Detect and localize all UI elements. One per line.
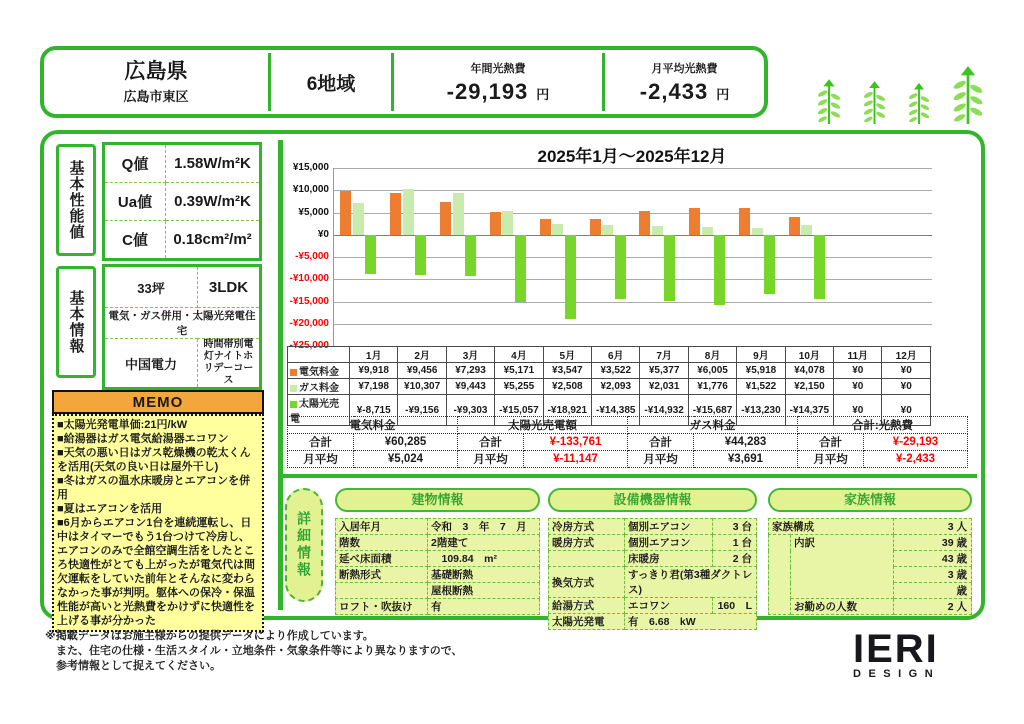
chart-bar <box>664 235 675 301</box>
value-cell: ¥1,522 <box>737 379 785 395</box>
main-report-box <box>40 130 985 628</box>
table-row <box>104 144 261 183</box>
chart-gridline <box>334 279 932 280</box>
summary-row-label: 合計 <box>628 434 694 451</box>
footer-notes <box>45 629 463 674</box>
summary-group-header: ガス料金 <box>628 417 798 434</box>
prefecture-name: 広島県 <box>124 59 188 83</box>
table-row <box>104 183 261 221</box>
value-cell: ¥2,093 <box>592 379 640 395</box>
value-cell: ¥3,547 <box>543 363 591 379</box>
table-row <box>104 221 261 260</box>
detail-value: 有 <box>428 599 540 615</box>
footer-note-line: ※掲載データはお施主様からの提供データにより作成しています。 <box>45 630 374 642</box>
memo-line: ■冬はガスの温水床暖房とエアコンを併用 <box>57 475 251 501</box>
month-header-cell: 11月 <box>834 347 882 363</box>
month-header-cell: 10月 <box>785 347 833 363</box>
performance-value: 0.18cm²/m² <box>166 221 261 260</box>
chart-bar <box>540 219 551 235</box>
y-axis-tick-label: ¥0 <box>317 228 329 240</box>
value-cell: -¥13,230 <box>737 395 785 426</box>
chart-bar <box>714 235 725 305</box>
summary-value: ¥-11,147 <box>524 451 628 468</box>
detail-label: 冷房方式 <box>549 519 625 535</box>
horizontal-divider <box>281 474 977 478</box>
location-section <box>44 50 268 114</box>
logo-text: IERI <box>853 627 939 671</box>
chart-bar <box>739 208 750 234</box>
chart-bar <box>403 189 414 235</box>
value-cell: -¥9,303 <box>446 395 494 426</box>
value-cell: ¥-8,715 <box>350 395 398 426</box>
performance-value: 1.58W/m²K <box>166 144 261 183</box>
chart-bar <box>789 217 800 235</box>
memo-line: ■夏はエアコンを活用 <box>57 503 163 515</box>
memo-line: ■給湯器はガス電気給湯器エコワン <box>57 433 229 445</box>
house-type: 電気・ガス併用・太陽光発電住宅 <box>104 308 261 339</box>
summary-value: ¥-29,193 <box>864 434 968 451</box>
footer-note-line: また、住宅の仕様・生活スタイル・立地条件・気象条件等により異なりますので、 <box>45 645 463 657</box>
detail-value: 109.84 m² <box>428 551 540 567</box>
memo-line: ■太陽光発電単価:21円/kW <box>57 419 188 431</box>
value-cell: ¥5,255 <box>495 379 543 395</box>
detail-value: 歳 <box>894 583 972 599</box>
chart-gridline <box>334 324 932 325</box>
chart-gridline <box>334 213 932 214</box>
value-cell: -¥14,385 <box>592 395 640 426</box>
month-header-cell: 9月 <box>737 347 785 363</box>
value-cell: -¥14,932 <box>640 395 688 426</box>
summary-value: ¥-133,761 <box>524 434 628 451</box>
chart-bar <box>465 235 476 276</box>
detail-value: 43 歳 <box>894 551 972 567</box>
memo-title: MEMO <box>52 390 264 414</box>
footer-note-line: 参考情報として捉えてください。 <box>45 660 221 672</box>
table-row <box>104 266 261 308</box>
value-cell: ¥0 <box>834 363 882 379</box>
value-cell: -¥18,921 <box>543 395 591 426</box>
month-header-cell: 2月 <box>398 347 446 363</box>
chart-gridline <box>334 168 932 169</box>
month-header-cell: 1月 <box>350 347 398 363</box>
y-axis-tick-label: -¥20,000 <box>289 317 329 329</box>
chart-bar <box>801 225 812 235</box>
detail-value: 3 歳 <box>894 567 972 583</box>
equipment-info-title: 設備機器情報 <box>548 488 757 512</box>
chart-bar <box>490 212 501 235</box>
chart-bar <box>702 227 713 235</box>
summary-row-label: 合計 <box>798 434 864 451</box>
detail-value: 個別エアコン <box>625 535 713 551</box>
performance-label: Q値 <box>104 144 166 183</box>
detail-count: 2 台 <box>713 551 757 567</box>
chart-bar <box>453 193 464 235</box>
table-row <box>549 614 757 630</box>
summary-row-label: 合計 <box>288 434 354 451</box>
month-header-cell: 7月 <box>640 347 688 363</box>
performance-value: 0.39W/m²K <box>166 183 261 221</box>
detail-value: 2 人 <box>894 599 972 615</box>
detail-value: 屋根断熱 <box>428 583 540 599</box>
table-row <box>549 567 757 598</box>
value-cell: ¥10,307 <box>398 379 446 395</box>
detail-count: 160 L <box>713 598 757 614</box>
value-cell: ¥0 <box>834 395 882 426</box>
plant-sprout-icon <box>858 78 891 124</box>
value-cell: -¥9,156 <box>398 395 446 426</box>
table-row <box>104 308 261 339</box>
chart-bar <box>440 202 451 234</box>
detail-count: 3 台 <box>713 519 757 535</box>
detail-value: 有 6.68 kW <box>625 614 757 630</box>
detail-value: 基礎断熱 <box>428 567 540 583</box>
month-header-cell: 6月 <box>592 347 640 363</box>
chart-bar <box>752 228 763 235</box>
indent-cell <box>769 535 791 615</box>
monthly-cost-label: 月平均光熱費 <box>651 62 718 75</box>
chart-bar <box>764 235 775 294</box>
chart-bar <box>590 219 601 235</box>
table-row <box>336 567 540 583</box>
detail-label: 換気方式 <box>549 567 625 598</box>
monthly-cost-section <box>605 50 764 114</box>
plant-sprout-icon <box>812 76 846 124</box>
table-row <box>336 519 540 535</box>
ieri-logo <box>853 627 993 680</box>
plant-decoration-group <box>812 54 990 124</box>
detail-value: 3 人 <box>894 519 972 535</box>
memo-line: ■天気の悪い日はガス乾燥機の乾太くんを活用(天気の良い日は屋外干し) <box>57 447 251 473</box>
detail-label: 家族構成 <box>769 519 894 535</box>
basic-info-table <box>102 264 262 390</box>
summary-group-header: 合計:光熱費 <box>798 417 968 434</box>
series-label-cell: 電気料金 <box>288 363 350 379</box>
table-row <box>769 519 972 535</box>
building-info-title: 建物情報 <box>335 488 540 512</box>
family-info-table <box>768 518 972 615</box>
legend-swatch <box>290 369 297 376</box>
detail-label: 延べ床面積 <box>336 551 428 567</box>
table-row <box>549 598 757 614</box>
month-header-cell: 3月 <box>446 347 494 363</box>
value-cell: ¥0 <box>882 363 931 379</box>
chart-bar <box>415 235 426 276</box>
summary-value: ¥5,024 <box>354 451 458 468</box>
detail-label: 太陽光発電 <box>549 614 625 630</box>
value-cell: ¥0 <box>882 395 931 426</box>
table-row <box>336 535 540 551</box>
annual-cost-section <box>394 50 602 114</box>
detail-value: 2階建て <box>428 535 540 551</box>
summary-table <box>287 416 968 468</box>
detail-value: 令和 3 年 7 月 <box>428 519 540 535</box>
chart-gridline <box>334 190 932 191</box>
plant-sprout-icon <box>903 80 935 124</box>
legend-swatch <box>290 385 297 392</box>
month-header-cell: 8月 <box>688 347 736 363</box>
electric-plan: 時間帯別電灯ナイトホリデーコース <box>198 339 261 389</box>
detail-label <box>336 583 428 599</box>
chart-bar <box>615 235 626 299</box>
detail-value: 39 歳 <box>894 535 972 551</box>
detail-label: 断熱形式 <box>336 567 428 583</box>
utility-cost-chart <box>333 168 932 346</box>
monthly-cost-table <box>287 346 931 426</box>
detail-label: 内訳 <box>791 535 894 599</box>
chart-bar <box>365 235 376 274</box>
table-row <box>336 599 540 615</box>
month-header-cell: 5月 <box>543 347 591 363</box>
detail-label: 入居年月 <box>336 519 428 535</box>
value-cell: ¥9,443 <box>446 379 494 395</box>
value-cell: -¥15,057 <box>495 395 543 426</box>
chart-bar <box>602 225 613 234</box>
detail-value: すっきり君(第3種ダクトレス) <box>625 567 757 598</box>
annual-cost-label: 年間光熱費 <box>470 62 526 75</box>
memo-body <box>52 414 264 632</box>
performance-label: C値 <box>104 221 166 260</box>
chart-bar <box>515 235 526 302</box>
y-axis-tick-label: -¥10,000 <box>289 273 329 285</box>
summary-group-header: 電気料金 <box>288 417 458 434</box>
chart-bar <box>814 235 825 299</box>
value-cell: -¥15,687 <box>688 395 736 426</box>
table-row <box>549 551 757 567</box>
logo-subtext: DESIGN <box>853 668 941 680</box>
location-summary-box <box>40 46 768 118</box>
value-cell: ¥2,031 <box>640 379 688 395</box>
month-header-cell: 12月 <box>882 347 931 363</box>
chart-bar <box>652 226 663 235</box>
value-cell: ¥9,918 <box>350 363 398 379</box>
region-section <box>271 50 391 114</box>
table-row <box>549 519 757 535</box>
table-row <box>336 583 540 599</box>
detail-label: 給湯方式 <box>549 598 625 614</box>
value-cell: ¥0 <box>834 379 882 395</box>
table-row <box>549 535 757 551</box>
summary-group-header: 太陽光売電額 <box>458 417 628 434</box>
table-row <box>104 339 261 389</box>
summary-value: ¥-2,433 <box>864 451 968 468</box>
y-axis-tick-label: -¥25,000 <box>289 340 329 351</box>
detail-value: 個別エアコン <box>625 519 713 535</box>
monthly-cost-value: -2,433 円 <box>639 78 730 104</box>
value-cell: ¥3,522 <box>592 363 640 379</box>
memo-line: ■6月からエアコン1台を連続運転し、日中はタイマーでもう1台つけて冷房し、エアコンのみで全館空調生活をしたところ快適性がとても上がったが電気代は間欠運転をしていた前年とそんなに変わらなかった事が判明。躯体への保冷・保温性能が高いと光熱費をかけずに快適性を上げる事が分かった <box>57 517 255 627</box>
value-cell: ¥7,198 <box>350 379 398 395</box>
summary-row-label: 月平均 <box>288 451 354 468</box>
performance-table <box>102 142 262 261</box>
summary-value: ¥3,691 <box>694 451 798 468</box>
detail-count: 1 台 <box>713 535 757 551</box>
chart-bar <box>552 224 563 235</box>
building-info-table <box>335 518 540 615</box>
performance-section-title: 基本性能値 <box>56 144 96 256</box>
value-cell: ¥5,918 <box>737 363 785 379</box>
series-label-cell: 太陽光売電 <box>288 395 350 426</box>
region-label: 6地域 <box>306 73 356 95</box>
value-cell: -¥14,375 <box>785 395 833 426</box>
city-name: 広島市東区 <box>123 88 189 104</box>
summary-value: ¥60,285 <box>354 434 458 451</box>
plant-sprout-icon <box>947 62 989 124</box>
series-label-cell: ガス料金 <box>288 379 350 395</box>
summary-row-label: 合計 <box>458 434 524 451</box>
value-cell: ¥7,293 <box>446 363 494 379</box>
value-cell: ¥4,078 <box>785 363 833 379</box>
table-row <box>288 363 931 379</box>
vertical-divider <box>278 140 283 610</box>
value-cell: ¥5,377 <box>640 363 688 379</box>
house-layout: 3LDK <box>198 266 261 308</box>
y-axis-tick-label: -¥5,000 <box>295 251 329 262</box>
y-axis-tick-label: ¥5,000 <box>298 206 329 218</box>
detail-label: 暖房方式 <box>549 535 625 551</box>
chart-title: 2025年1月～2025年12月 <box>537 147 727 166</box>
chart-and-tables-section <box>287 140 977 628</box>
table-row <box>288 347 931 363</box>
table-row <box>288 379 931 395</box>
value-cell: ¥6,005 <box>688 363 736 379</box>
basic-info-section-title: 基本情報 <box>56 266 96 378</box>
table-row <box>288 434 968 451</box>
summary-value: ¥44,283 <box>694 434 798 451</box>
chart-bar <box>502 211 513 234</box>
family-info-title: 家族情報 <box>768 488 972 512</box>
chart-bar <box>689 208 700 235</box>
performance-label: Ua値 <box>104 183 166 221</box>
chart-y-axis <box>287 162 329 351</box>
details-section-title: 詳細情報 <box>285 488 323 602</box>
annual-cost-value: -29,193 円 <box>446 78 550 104</box>
table-row <box>769 535 972 551</box>
detail-label: 階数 <box>336 535 428 551</box>
memo-box <box>52 390 264 632</box>
table-row <box>288 417 968 434</box>
detail-value: エコワン <box>625 598 713 614</box>
value-cell: ¥9,456 <box>398 363 446 379</box>
chart-gridline <box>334 302 932 303</box>
summary-row-label: 月平均 <box>798 451 864 468</box>
detail-label: ロフト・吹抜け <box>336 599 428 615</box>
y-axis-tick-label: ¥15,000 <box>292 162 329 173</box>
value-cell: ¥0 <box>882 379 931 395</box>
power-company: 中国電力 <box>104 339 198 389</box>
value-cell: ¥2,508 <box>543 379 591 395</box>
detail-value: 床暖房 <box>625 551 713 567</box>
chart-bar <box>565 235 576 319</box>
y-axis-tick-label: ¥10,000 <box>292 184 329 196</box>
value-cell: ¥2,150 <box>785 379 833 395</box>
equipment-info-table <box>548 518 757 630</box>
table-row <box>769 599 972 615</box>
table-row <box>288 451 968 468</box>
chart-bar <box>639 211 650 235</box>
summary-row-label: 月平均 <box>458 451 524 468</box>
chart-bar <box>390 193 401 235</box>
detail-label: お勤めの人数 <box>791 599 894 615</box>
value-cell: ¥5,171 <box>495 363 543 379</box>
summary-row-label: 月平均 <box>628 451 694 468</box>
chart-bar <box>340 191 351 235</box>
legend-swatch <box>290 401 297 408</box>
value-cell: ¥1,776 <box>688 379 736 395</box>
corner-cell <box>288 347 350 363</box>
table-row <box>336 551 540 567</box>
chart-bar <box>353 203 364 235</box>
house-size: 33坪 <box>104 266 198 308</box>
month-header-cell: 4月 <box>495 347 543 363</box>
y-axis-tick-label: -¥15,000 <box>289 295 329 307</box>
detail-label <box>549 551 625 567</box>
